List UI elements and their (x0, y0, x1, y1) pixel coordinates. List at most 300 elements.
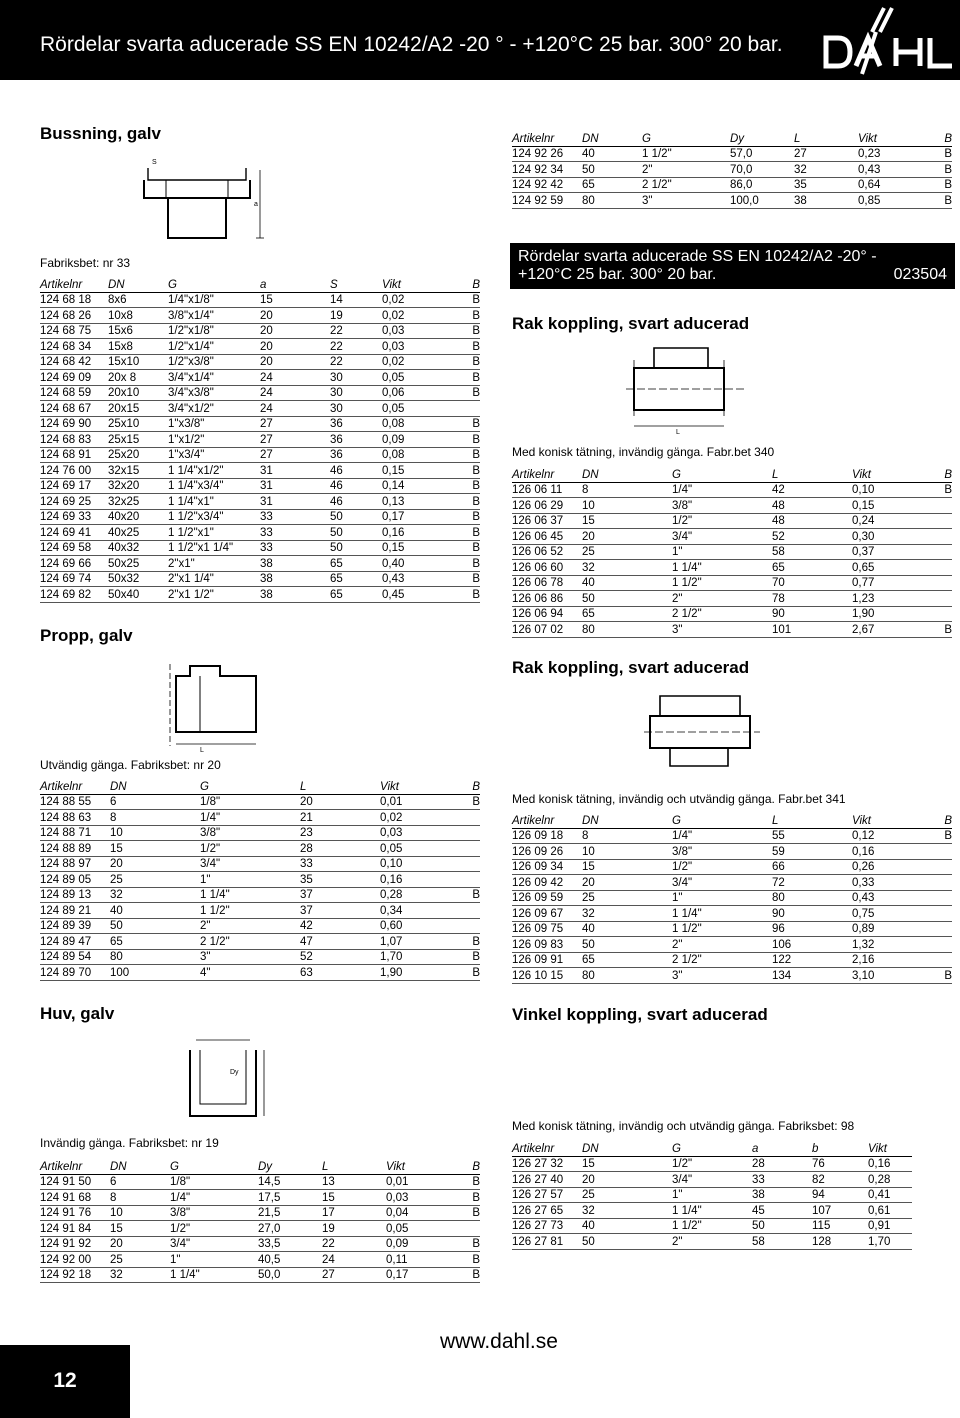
table-row (40, 841, 480, 857)
table-cell (922, 906, 952, 922)
table-cell: 2 1/2" (200, 934, 300, 950)
table-cell: 126 07 02 (512, 622, 582, 638)
column-header: Artikelnr (512, 130, 582, 146)
table-cell: B (438, 447, 480, 463)
table-cell: 24 (260, 370, 330, 386)
table-cell: 1 1/2"x1 1/4" (168, 540, 260, 556)
table-cell: 0,23 (858, 146, 918, 162)
table-cell: 124 91 84 (40, 1221, 110, 1237)
table-cell: 3" (200, 949, 300, 965)
table-cell: 59 (772, 844, 852, 860)
rak2-header-row (512, 812, 952, 828)
table-cell: 17 (322, 1205, 386, 1221)
table-cell: 126 06 78 (512, 575, 582, 591)
table-row (512, 937, 952, 953)
table-cell: 8 (582, 482, 672, 498)
table-cell: 3/8" (672, 498, 772, 514)
table-cell: 19 (330, 308, 382, 324)
table-cell: 50 (582, 591, 672, 607)
table-cell (922, 513, 952, 529)
table-cell: 1,23 (852, 591, 922, 607)
table-cell (438, 401, 480, 417)
table-cell: 65 (110, 934, 200, 950)
table-cell: 3,10 (852, 968, 922, 984)
table-row (40, 794, 480, 810)
table-cell: 1 1/4" (672, 560, 772, 576)
propp-body (40, 794, 480, 980)
table-cell: 0,08 (382, 447, 438, 463)
table-cell: 124 92 59 (512, 193, 582, 209)
table-cell: 66 (772, 859, 852, 875)
table-cell: 30 (330, 370, 382, 386)
table-cell: 126 09 18 (512, 828, 582, 844)
table-row (40, 1252, 480, 1268)
table-row (40, 965, 480, 981)
column-header: Vikt (852, 812, 922, 828)
table-cell: 50 (330, 540, 382, 556)
table-cell: 32 (582, 560, 672, 576)
table-cell: 20 (110, 1236, 170, 1252)
table-cell (922, 591, 952, 607)
table-cell: 24 (322, 1252, 386, 1268)
table-cell: 32 (582, 906, 672, 922)
column-header: L (322, 1158, 386, 1174)
table-row (512, 1172, 912, 1188)
table-cell: 50x32 (108, 571, 168, 587)
table-cell: 20x10 (108, 385, 168, 401)
huv-cont-table (512, 130, 952, 209)
table-row (40, 292, 480, 308)
table-cell: 0,28 (380, 887, 440, 903)
table-cell: 31 (260, 494, 330, 510)
column-header: b (812, 1140, 868, 1156)
table-cell: 124 88 55 (40, 794, 110, 810)
column-header: DN (582, 1140, 672, 1156)
table-cell: 10 (110, 1205, 170, 1221)
rak2-note: Med konisk tätning, invändig och utvändig gänga. Fabr.bet 341 (512, 792, 846, 806)
column-header: DN (110, 778, 200, 794)
table-cell: B (438, 556, 480, 572)
table-row (40, 903, 480, 919)
vinkel-title: Vinkel koppling, svart aducerad (512, 1005, 768, 1024)
bussning-body (40, 292, 480, 602)
table-cell: B (922, 622, 952, 638)
table-cell: 0,26 (852, 859, 922, 875)
table-cell: 2 1/2" (642, 177, 730, 193)
table-cell: 20 (582, 1172, 672, 1188)
table-cell: 1/2" (672, 513, 772, 529)
table-cell: 40x32 (108, 540, 168, 556)
column-header: B (440, 778, 480, 794)
table-cell: 38 (752, 1187, 812, 1203)
table-cell: 65 (330, 587, 382, 603)
table-cell: 2" (642, 162, 730, 178)
rak1-header-row (512, 466, 952, 482)
table-cell: 124 88 63 (40, 810, 110, 826)
table-cell: 40x25 (108, 525, 168, 541)
rak2-drawing (640, 686, 770, 782)
table-cell: 0,75 (852, 906, 922, 922)
table-cell: 40 (582, 921, 672, 937)
table-cell: B (438, 494, 480, 510)
dahl-logo (820, 4, 958, 76)
table-cell: 15 (322, 1190, 386, 1206)
table-cell: B (440, 949, 480, 965)
table-cell: 124 69 58 (40, 540, 108, 556)
table-cell: 1/4" (170, 1190, 258, 1206)
table-cell: B (440, 887, 480, 903)
table-cell: B (446, 1252, 480, 1268)
table-cell: 14 (330, 292, 382, 308)
table-cell: 65 (582, 606, 672, 622)
table-cell: 42 (300, 918, 380, 934)
table-cell: B (918, 146, 952, 162)
table-cell: 20 (582, 875, 672, 891)
propp-header-row (40, 778, 480, 794)
table-cell: 1" (200, 872, 300, 888)
table-cell: 32 (110, 1267, 170, 1283)
table-cell: 3/4"x1/4" (168, 370, 260, 386)
table-cell: 45 (752, 1203, 812, 1219)
table-cell: 0,60 (380, 918, 440, 934)
table-cell: 47 (300, 934, 380, 950)
column-header: G (642, 130, 730, 146)
table-cell: 128 (812, 1234, 868, 1250)
table-cell: 124 68 34 (40, 339, 108, 355)
table-cell: 2"x1 1/4" (168, 571, 260, 587)
table-cell: 0,37 (852, 544, 922, 560)
table-cell: 1 1/2" (200, 903, 300, 919)
column-header: DN (582, 812, 672, 828)
table-cell: 27,0 (258, 1221, 322, 1237)
table-cell: 25 (582, 890, 672, 906)
table-cell: 20 (260, 339, 330, 355)
table-row (40, 949, 480, 965)
table-cell: 65 (330, 571, 382, 587)
table-cell: 40 (582, 146, 642, 162)
table-row (40, 525, 480, 541)
column-header: G (672, 466, 772, 482)
propp-drawing (160, 656, 280, 752)
table-cell (922, 875, 952, 891)
table-cell: 0,15 (852, 498, 922, 514)
table-cell: 3" (642, 193, 730, 209)
table-cell: 126 09 26 (512, 844, 582, 860)
table-row (512, 875, 952, 891)
column-header: G (168, 276, 260, 292)
table-row (40, 416, 480, 432)
table-cell: 22 (330, 354, 382, 370)
table-cell: 1"x3/4" (168, 447, 260, 463)
table-cell: B (438, 292, 480, 308)
table-cell: 0,13 (382, 494, 438, 510)
table-cell: B (438, 416, 480, 432)
table-cell: 28 (300, 841, 380, 857)
table-row (512, 162, 952, 178)
table-cell: B (440, 934, 480, 950)
table-row (40, 872, 480, 888)
table-cell: 1,90 (852, 606, 922, 622)
table-cell: 124 89 47 (40, 934, 110, 950)
table-row (512, 482, 952, 498)
table-cell: 124 89 13 (40, 887, 110, 903)
table-cell: 3/8" (170, 1205, 258, 1221)
table-cell: 25x20 (108, 447, 168, 463)
table-cell: 58 (752, 1234, 812, 1250)
table-cell: 124 92 34 (512, 162, 582, 178)
table-cell: 72 (772, 875, 852, 891)
right-header-line2: +120°C 25 bar. 300° 20 bar. (518, 266, 717, 283)
table-cell: 0,05 (382, 401, 438, 417)
table-row (512, 1234, 912, 1250)
table-cell: 124 68 83 (40, 432, 108, 448)
table-cell: 20 (260, 323, 330, 339)
table-cell (922, 606, 952, 622)
table-cell: 2" (672, 937, 772, 953)
table-cell: 14,5 (258, 1174, 322, 1190)
table-cell: 124 91 76 (40, 1205, 110, 1221)
table-cell: 25x15 (108, 432, 168, 448)
table-cell: 30 (330, 401, 382, 417)
table-cell: 50,0 (258, 1267, 322, 1283)
table-cell: B (446, 1174, 480, 1190)
table-cell: 70 (772, 575, 852, 591)
table-cell: 57,0 (730, 146, 794, 162)
table-cell: 94 (812, 1187, 868, 1203)
table-cell: 124 89 05 (40, 872, 110, 888)
table-cell: 25x10 (108, 416, 168, 432)
table-cell: 20x15 (108, 401, 168, 417)
table-cell: 126 27 32 (512, 1156, 582, 1172)
table-cell: 6 (110, 794, 200, 810)
table-cell: 38 (794, 193, 858, 209)
table-cell: 124 92 18 (40, 1267, 110, 1283)
table-cell: 0,91 (868, 1218, 912, 1234)
table-cell: B (446, 1190, 480, 1206)
table-cell: 0,43 (852, 890, 922, 906)
table-cell: 124 89 21 (40, 903, 110, 919)
column-header: Dy (258, 1158, 322, 1174)
table-cell: 82 (812, 1172, 868, 1188)
table-cell: 21 (300, 810, 380, 826)
table-row (512, 1218, 912, 1234)
table-cell (922, 859, 952, 875)
catalog-code: 023504 (893, 266, 947, 283)
table-cell: 27 (260, 416, 330, 432)
table-cell: 124 69 25 (40, 494, 108, 510)
column-header: B (446, 1158, 480, 1174)
table-cell: 20 (110, 856, 200, 872)
huv-note: Invändig gänga. Fabriksbet: nr 19 (40, 1136, 219, 1150)
table-cell (922, 560, 952, 576)
table-cell: 4" (200, 965, 300, 981)
table-cell: 3/8" (200, 825, 300, 841)
table-row (40, 354, 480, 370)
table-cell: 124 69 33 (40, 509, 108, 525)
huv-drawing (160, 1030, 280, 1130)
table-cell: 126 09 59 (512, 890, 582, 906)
table-cell: 126 09 67 (512, 906, 582, 922)
table-cell: B (438, 587, 480, 603)
column-header: Artikelnr (512, 466, 582, 482)
column-header: Vikt (852, 466, 922, 482)
table-cell: 0,15 (382, 540, 438, 556)
column-header: L (772, 812, 852, 828)
table-row (512, 828, 952, 844)
table-cell: B (918, 177, 952, 193)
table-cell: 124 68 91 (40, 447, 108, 463)
table-cell: 126 09 42 (512, 875, 582, 891)
table-cell: 1 1/4"x1/2" (168, 463, 260, 479)
table-cell: 115 (812, 1218, 868, 1234)
table-cell: 126 10 15 (512, 968, 582, 984)
table-cell: 1" (170, 1252, 258, 1268)
table-cell: 40,5 (258, 1252, 322, 1268)
table-cell: 8 (110, 1190, 170, 1206)
table-cell: 20 (300, 794, 380, 810)
column-header: B (918, 130, 952, 146)
table-cell: 1/2"x1/8" (168, 323, 260, 339)
table-cell: 0,02 (382, 354, 438, 370)
table-cell: 0,01 (380, 794, 440, 810)
table-cell: 2" (672, 1234, 752, 1250)
table-cell: 24 (260, 401, 330, 417)
table-cell (922, 890, 952, 906)
table-cell: 124 68 42 (40, 354, 108, 370)
table-row (40, 463, 480, 479)
table-row (40, 887, 480, 903)
table-cell: 1/2" (170, 1221, 258, 1237)
table-cell: B (438, 571, 480, 587)
table-cell: B (922, 482, 952, 498)
table-cell: B (438, 463, 480, 479)
table-cell: 1/2" (672, 1156, 752, 1172)
table-cell: 124 68 18 (40, 292, 108, 308)
rak2-title: Rak koppling, svart aducerad (512, 658, 750, 677)
table-cell: 63 (300, 965, 380, 981)
table-row (512, 622, 952, 638)
table-cell (922, 952, 952, 968)
column-header: Artikelnr (512, 812, 582, 828)
table-cell: 27 (260, 447, 330, 463)
table-row (512, 1203, 912, 1219)
table-cell: B (446, 1205, 480, 1221)
table-cell: 22 (322, 1236, 386, 1252)
table-cell: 32 (794, 162, 858, 178)
table-row (40, 401, 480, 417)
table-cell: 1" (672, 1187, 752, 1203)
table-cell: 124 88 71 (40, 825, 110, 841)
table-cell: 0,05 (386, 1221, 446, 1237)
table-cell: 90 (772, 606, 852, 622)
table-cell: 50 (582, 162, 642, 178)
table-cell: 3/4"x3/8" (168, 385, 260, 401)
table-cell: 124 88 97 (40, 856, 110, 872)
column-header: Artikelnr (512, 1140, 582, 1156)
table-cell: 2 1/2" (672, 952, 772, 968)
table-cell: 36 (330, 416, 382, 432)
rak1-table (512, 466, 952, 638)
bussning-header-row (40, 276, 480, 292)
table-cell: 36 (330, 447, 382, 463)
svg-text:L: L (676, 429, 680, 436)
table-cell: 21,5 (258, 1205, 322, 1221)
table-cell (922, 921, 952, 937)
bussning-note: Fabriksbet: nr 33 (40, 256, 131, 270)
table-row (512, 1187, 912, 1203)
column-header: B (922, 466, 952, 482)
table-cell: 0,34 (380, 903, 440, 919)
table-cell: 0,77 (852, 575, 922, 591)
table-cell: 52 (772, 529, 852, 545)
table-row (40, 918, 480, 934)
table-cell: 40 (110, 903, 200, 919)
table-cell: 33,5 (258, 1236, 322, 1252)
table-row (40, 339, 480, 355)
table-cell: 0,45 (382, 587, 438, 603)
table-cell: B (438, 354, 480, 370)
table-cell: 126 27 40 (512, 1172, 582, 1188)
table-cell: 2" (672, 591, 772, 607)
table-cell: 1 1/2" (672, 1218, 752, 1234)
table-cell: 90 (772, 906, 852, 922)
table-cell: 0,14 (382, 478, 438, 494)
table-cell: 124 92 00 (40, 1252, 110, 1268)
table-row (40, 1205, 480, 1221)
table-row (40, 447, 480, 463)
table-cell: 38 (260, 556, 330, 572)
column-header: DN (110, 1158, 170, 1174)
table-cell: 2"x1 1/2" (168, 587, 260, 603)
table-cell: 126 06 37 (512, 513, 582, 529)
table-row (40, 509, 480, 525)
table-cell: 1 1/2" (642, 146, 730, 162)
rak2-body (512, 828, 952, 983)
rak1-note: Med konisk tätning, invändig gänga. Fabr.bet 340 (512, 445, 775, 459)
huv-table (40, 1158, 480, 1283)
table-cell: B (438, 323, 480, 339)
table-cell: 30 (330, 385, 382, 401)
table-row (512, 890, 952, 906)
table-cell: B (438, 385, 480, 401)
column-header: Vikt (858, 130, 918, 146)
table-cell: 2 1/2" (672, 606, 772, 622)
table-cell: 0,02 (382, 292, 438, 308)
column-header: G (170, 1158, 258, 1174)
vinkel-header-row (512, 1140, 912, 1156)
footer-url[interactable]: www.dahl.se (440, 1330, 558, 1353)
table-cell: 1,32 (852, 937, 922, 953)
table-cell: B (438, 370, 480, 386)
bussning-title: Bussning, galv (40, 124, 161, 143)
table-cell: 1/4" (200, 810, 300, 826)
table-cell: 0,16 (868, 1156, 912, 1172)
column-header: Vikt (382, 276, 438, 292)
table-cell (440, 841, 480, 857)
table-cell: 124 91 50 (40, 1174, 110, 1190)
table-cell (922, 844, 952, 860)
table-row (512, 146, 952, 162)
table-row (512, 193, 952, 209)
table-row (512, 591, 952, 607)
table-cell: 80 (582, 622, 672, 638)
table-cell: 33 (260, 509, 330, 525)
table-cell: 10 (582, 498, 672, 514)
table-cell: B (922, 828, 952, 844)
table-cell: 50 (752, 1218, 812, 1234)
table-row (40, 370, 480, 386)
table-cell: B (440, 965, 480, 981)
